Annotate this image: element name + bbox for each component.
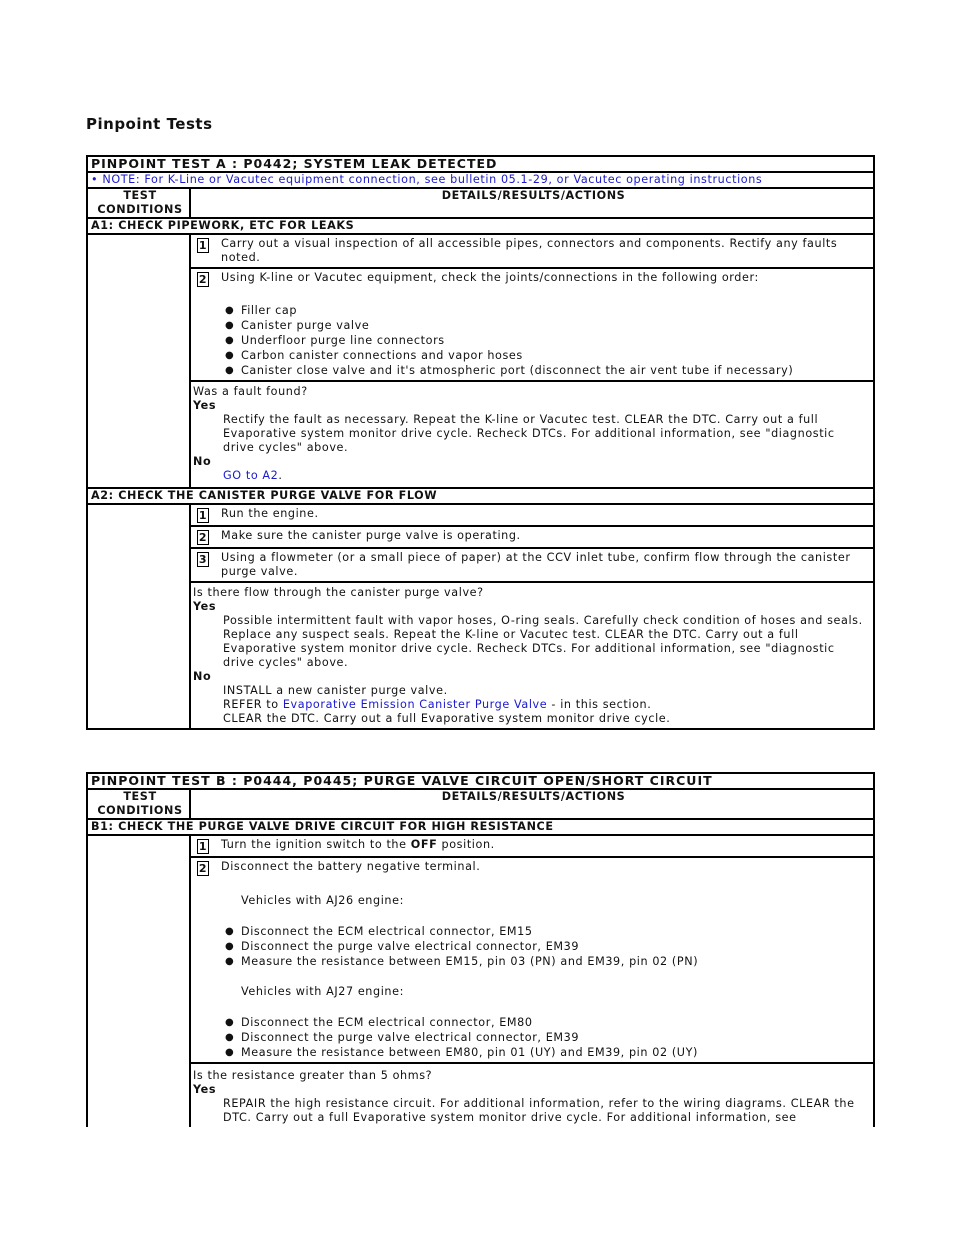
step-a2-title: A2: CHECK THE CANISTER PURGE VALVE FOR FLOW: [87, 488, 874, 504]
list-item: ● Disconnect the purge valve electrical connector, EM39: [241, 939, 873, 954]
test-a-title: PINPOINT TEST A : P0442; SYSTEM LEAK DETECTED: [87, 156, 874, 172]
header-details-results-actions: DETAILS/RESULTS/ACTIONS: [190, 789, 874, 819]
test-a-note-link[interactable]: • NOTE: For K-Line or Vacutec equipment connection, see bulletin 05.1-29, or Vacutec operating instructions: [87, 172, 874, 188]
step-number: 3: [198, 553, 208, 566]
list-item: ● Disconnect the ECM electrical connector, EM80: [241, 1015, 873, 1030]
step-b1-2: 2 Disconnect the battery negative terminal. Vehicles with AJ26 engine: ● Disconnect the ECM electrical connector, EM15 ● Disconnect the purge valve electrical connector, EM39 ● Measure the resistance between EM15, pin 03 (PN) and EM39, pin 02 (PN) Vehicles with AJ27 engine: ● Disconnect the ECM electrical connector, EM80 ● Disconnect the purge valve electrical connector, EM39 ● Measure the resistance between EM80, pin 01 (UY) and EM39, pin 02 (UY): [191, 858, 873, 1064]
list-item: ● Disconnect the purge valve electrical connector, EM39: [241, 1030, 873, 1045]
purge-valve-link[interactable]: Evaporative Emission Canister Purge Valve: [282, 698, 548, 711]
list-item: ● Filler cap: [241, 303, 873, 318]
step-b1-title: B1: CHECK THE PURGE VALVE DRIVE CIRCUIT FOR HIGH RESISTANCE: [87, 819, 874, 835]
step-number: 1: [198, 509, 208, 522]
step-a2-1: 1 Run the engine.: [191, 505, 873, 527]
step-number: 2: [198, 273, 208, 286]
list-item: ● Underfloor purge line connectors: [241, 333, 873, 348]
step-number: 2: [198, 862, 208, 875]
header-test-conditions: TEST CONDITIONS: [87, 789, 190, 819]
step-a2-2: 2 Make sure the canister purge valve is operating.: [191, 527, 873, 549]
step-a2-result: Is there flow through the canister purge valve? Yes Possible intermittent fault with vapor hoses, O-ring seals. Carefully check condition of hoses and seals. Replace any suspect seals. Repeat the K-line or Vacutec test. CLEAR the DTC. Carry out a full Evaporative system monitor drive cycle. Recheck DTCs. For additional information, see "diagnostic drive cycles" above. No INSTALL a new canister purge valve. REFER to Evaporative Emission Canister Purge Valve - in this section. CLEAR the DTC. Carry out a full Evaporative system monitor drive cycle.: [193, 586, 863, 725]
list-item: ● Carbon canister connections and vapor hoses: [241, 348, 873, 363]
step-number: 2: [198, 531, 208, 544]
step-a1-result: Was a fault found? Yes Rectify the fault as necessary. Repeat the K-line or Vacutec test. CLEAR the DTC. Carry out a full Evaporative system monitor drive cycle. Recheck DTCs. For additional information, see "diagnostic drive cycles" above. No GO to A2.: [193, 385, 835, 482]
test-conditions-cell: [87, 504, 190, 729]
aj27-list: [191, 1015, 873, 1060]
step-a1-title: A1: CHECK PIPEWORK, ETC FOR LEAKS: [87, 218, 874, 234]
go-to-a2-link[interactable]: GO to A2: [223, 469, 279, 482]
header-test-conditions: TEST CONDITIONS: [87, 188, 190, 218]
pinpoint-test-b-table: [86, 772, 875, 1127]
step-b1-1: 1 Turn the ignition switch to the OFF position.: [191, 836, 873, 858]
list-item: ● Measure the resistance between EM80, pin 01 (UY) and EM39, pin 02 (UY): [241, 1045, 873, 1060]
test-b-title: PINPOINT TEST B : P0444, P0445; PURGE VALVE CIRCUIT OPEN/SHORT CIRCUIT: [87, 773, 874, 789]
header-details-results-actions: DETAILS/RESULTS/ACTIONS: [190, 188, 874, 218]
test-conditions-cell: [87, 234, 190, 488]
check-order-list: [191, 303, 873, 378]
list-item: ● Canister purge valve: [241, 318, 873, 333]
aj27-heading: Vehicles with AJ27 engine:: [241, 985, 404, 998]
step-number: 1: [198, 239, 208, 252]
list-item: ● Canister close valve and it's atmospheric port (disconnect the air vent tube if necessary): [241, 363, 873, 378]
list-item: ● Disconnect the ECM electrical connector, EM15: [241, 924, 873, 939]
step-b1-result: Is the resistance greater than 5 ohms? Yes REPAIR the high resistance circuit. For additional information, refer to the wiring diagrams. CLEAR the DTC. Carry out a full Evaporative system monitor drive cycle. For additional information, see: [193, 1069, 855, 1124]
aj26-heading: Vehicles with AJ26 engine:: [241, 894, 404, 907]
page-title: Pinpoint Tests: [86, 115, 213, 133]
aj26-list: [191, 924, 873, 969]
step-number: 1: [198, 840, 208, 853]
list-item: ● Measure the resistance between EM15, pin 03 (PN) and EM39, pin 02 (PN): [241, 954, 873, 969]
test-conditions-cell: [87, 835, 190, 1127]
step-a2-3: 3 Using a flowmeter (or a small piece of paper) at the CCV inlet tube, confirm flow through the canister purge valve.: [191, 549, 873, 583]
step-a1-1: 1 Carry out a visual inspection of all accessible pipes, connectors and components. Rectify any faults noted.: [191, 235, 873, 269]
step-a1-2: 2 Using K-line or Vacutec equipment, check the joints/connections in the following order: ● Filler cap ● Canister purge valve ● Underfloor purge line connectors ● Carbon canister connections and vapor hoses ● Canister close valve and it's atmospheric port (disconnect the air vent tube if necessary): [191, 269, 873, 382]
pinpoint-test-a-table: [86, 155, 875, 730]
